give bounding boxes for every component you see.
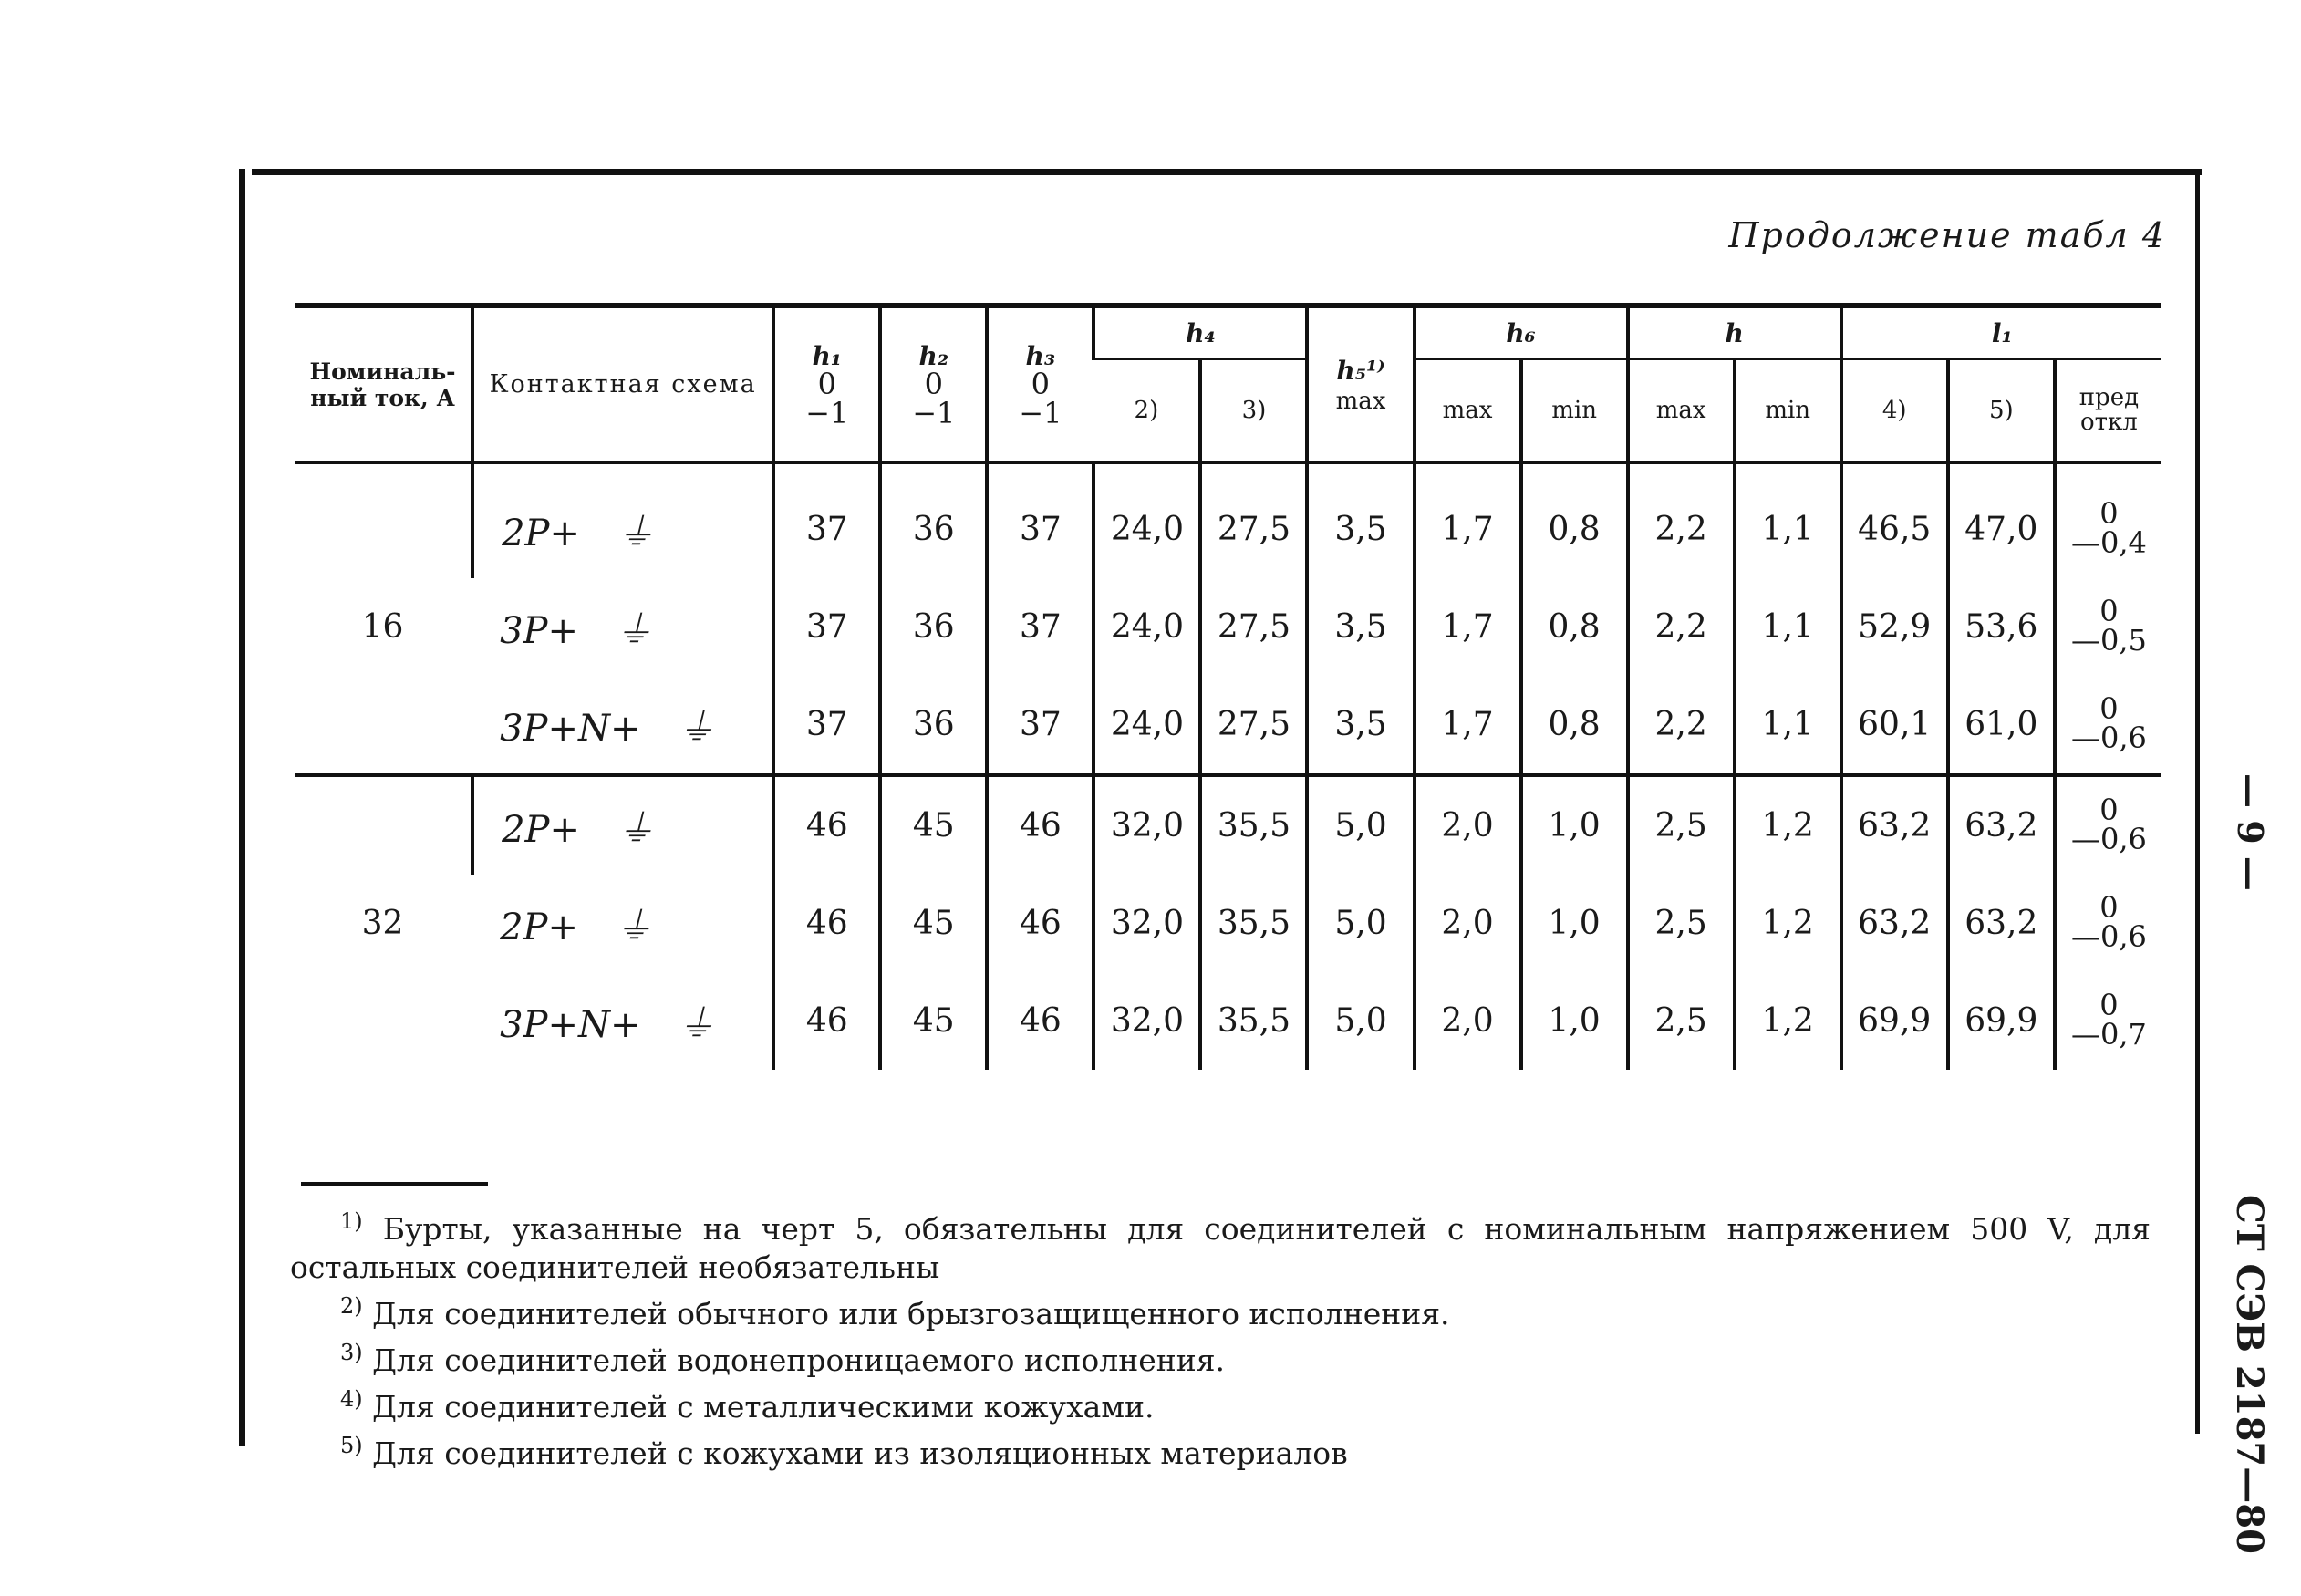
h6-max-cell: 2,0	[1415, 972, 1521, 1070]
h1-cell: 37	[773, 462, 880, 578]
footnote-2: $^{2)}$ Для соединителей обычного или брызгозащищенного исполнения.	[340, 1293, 1450, 1332]
header-l1-tolerance: пред откл	[2055, 359, 2161, 463]
header-l1-sub-5: 5)	[1948, 359, 2055, 463]
h2-cell: 36	[880, 578, 987, 676]
h-max-cell: 2,2	[1628, 462, 1735, 578]
h3-cell: 46	[987, 875, 1093, 972]
frame-right-line	[2195, 175, 2200, 1434]
ground-symbol-icon: ⏚	[614, 903, 653, 948]
h1-cell: 37	[773, 676, 880, 775]
l1-5-cell: 63,2	[1948, 875, 2055, 972]
h2-cell: 36	[880, 462, 987, 578]
contact-scheme-cell: 2P+ ⏚	[472, 875, 773, 972]
h5-cell: 5,0	[1307, 775, 1414, 875]
h5-cell: 5,0	[1307, 972, 1414, 1070]
h4-2-cell: 32,0	[1093, 775, 1200, 875]
h-max-cell: 2,5	[1628, 972, 1735, 1070]
h-max-cell: 2,5	[1628, 875, 1735, 972]
l1-4-cell: 46,5	[1841, 462, 1948, 578]
h-min-cell: 1,2	[1735, 972, 1841, 1070]
h4-3-cell: 27,5	[1200, 462, 1307, 578]
h3-cell: 37	[987, 676, 1093, 775]
l1-4-cell: 63,2	[1841, 875, 1948, 972]
ground-symbol-icon: ⏚	[677, 704, 716, 750]
h4-3-cell: 35,5	[1200, 775, 1307, 875]
l1-5-cell: 53,6	[1948, 578, 2055, 676]
header-h: h	[1628, 306, 1841, 359]
h-min-cell: 1,2	[1735, 875, 1841, 972]
header-l1-sub-4: 4)	[1841, 359, 1948, 463]
h4-3-cell: 27,5	[1200, 676, 1307, 775]
header-l1: l₁	[1841, 306, 2161, 359]
tolerance-cell: 0 —0,4	[2055, 462, 2161, 578]
h5-cell: 3,5	[1307, 676, 1414, 775]
l1-4-cell: 52,9	[1841, 578, 1948, 676]
header-h5: h₅¹⁾ max	[1307, 306, 1414, 462]
l1-5-cell: 69,9	[1948, 972, 2055, 1070]
h-max-cell: 2,5	[1628, 775, 1735, 875]
table-caption: Продолжение табл 4	[1728, 215, 2166, 255]
ground-symbol-icon: ⏚	[616, 509, 655, 554]
l1-5-cell: 63,2	[1948, 775, 2055, 875]
h2-cell: 45	[880, 972, 987, 1070]
h2-cell: 36	[880, 676, 987, 775]
header-h6: h₆	[1415, 306, 1628, 359]
table-row	[295, 775, 2161, 875]
h-min-cell: 1,1	[1735, 462, 1841, 578]
h1-cell: 46	[773, 875, 880, 972]
h3-cell: 46	[987, 775, 1093, 875]
frame-top-line	[252, 169, 2202, 175]
h6-max-cell: 2,0	[1415, 875, 1521, 972]
table-row	[295, 676, 2161, 775]
page-number: — 9 —	[2230, 773, 2271, 891]
table-row	[295, 462, 2161, 578]
h6-min-cell: 1,0	[1521, 775, 1628, 875]
ground-symbol-icon: ⏚	[614, 606, 653, 652]
h4-3-cell: 27,5	[1200, 578, 1307, 676]
nominal-current-cell: 32	[295, 775, 472, 1070]
h-max-cell: 2,2	[1628, 676, 1735, 775]
header-h4: h₄	[1093, 306, 1307, 359]
contact-scheme-cell: 3P+ ⏚	[472, 578, 773, 676]
dimensions-table	[295, 303, 2161, 1070]
l1-4-cell: 69,9	[1841, 972, 1948, 1070]
h-min-cell: 1,1	[1735, 676, 1841, 775]
h6-max-cell: 2,0	[1415, 775, 1521, 875]
tolerance-cell: 0 —0,7	[2055, 972, 2161, 1070]
header-h-max: max	[1628, 359, 1735, 463]
tolerance-cell: 0 —0,6	[2055, 775, 2161, 875]
contact-scheme-cell: 3P+N+ ⏚	[472, 972, 773, 1070]
nominal-current-cell: 16	[361, 608, 404, 646]
h4-2-cell: 32,0	[1093, 972, 1200, 1070]
h1-cell: 37	[773, 578, 880, 676]
l1-4-cell: 60,1	[1841, 676, 1948, 775]
l1-5-cell: 47,0	[1948, 462, 2055, 578]
h-max-cell: 2,2	[1628, 578, 1735, 676]
tolerance-cell: 0 —0,5	[2055, 578, 2161, 676]
contact-scheme-cell: 2P+ ⏚	[472, 775, 773, 875]
footnote-separator	[301, 1182, 488, 1186]
h4-2-cell: 24,0	[1093, 462, 1200, 578]
ground-symbol-icon: ⏚	[677, 1000, 716, 1046]
h6-max-cell: 1,7	[1415, 462, 1521, 578]
h2-cell: 45	[880, 875, 987, 972]
h5-cell: 3,5	[1307, 462, 1414, 578]
h3-cell: 37	[987, 462, 1093, 578]
table-row	[295, 578, 2161, 676]
h1-cell: 46	[773, 972, 880, 1070]
header-h1: h₁ 0 −1	[773, 306, 880, 462]
h3-cell: 46	[987, 972, 1093, 1070]
h2-cell: 45	[880, 775, 987, 875]
tolerance-cell: 0 —0,6	[2055, 676, 2161, 775]
header-h3: h₃ 0 −1	[987, 306, 1093, 462]
header-h2: h₂ 0 −1	[880, 306, 987, 462]
header-h4-sub-3: 3)	[1200, 359, 1307, 463]
contact-scheme-cell: 3P+N+ ⏚	[472, 676, 773, 775]
h3-cell: 37	[987, 578, 1093, 676]
header-nominal-current: Номиналь- ный ток, А	[309, 358, 456, 411]
h1-cell: 46	[773, 775, 880, 875]
h6-min-cell: 0,8	[1521, 462, 1628, 578]
header-h4-sub-2: 2)	[1134, 397, 1159, 424]
h6-min-cell: 1,0	[1521, 875, 1628, 972]
h4-3-cell: 35,5	[1200, 875, 1307, 972]
h5-cell: 5,0	[1307, 875, 1414, 972]
footnote-5: $^{5)}$ Для соединителей с кожухами из изоляционных материалов	[340, 1433, 1348, 1471]
l1-4-cell: 63,2	[1841, 775, 1948, 875]
footnote-1: $^{1)}$ Бурты, указанные на черт 5, обязательны для соединителей с номинальным напряжением 500 V, для остальных соединителей необязательны	[290, 1208, 2151, 1285]
h6-max-cell: 1,7	[1415, 676, 1521, 775]
h5-cell: 3,5	[1307, 578, 1414, 676]
h6-max-cell: 1,7	[1415, 578, 1521, 676]
h4-2-cell: 24,0	[1093, 578, 1200, 676]
contact-scheme-cell: 2P+ ⏚	[472, 462, 773, 578]
h6-min-cell: 1,0	[1521, 972, 1628, 1070]
standard-designation: СТ СЭВ 2187—80	[2228, 1195, 2271, 1554]
header-h6-max: max	[1415, 359, 1521, 463]
h4-3-cell: 35,5	[1200, 972, 1307, 1070]
footnote-4: $^{4)}$ Для соединителей с металлическими кожухами.	[340, 1386, 1155, 1425]
table-row	[295, 972, 2161, 1070]
l1-5-cell: 61,0	[1948, 676, 2055, 775]
h-min-cell: 1,1	[1735, 578, 1841, 676]
h6-min-cell: 0,8	[1521, 578, 1628, 676]
h4-2-cell: 24,0	[1093, 676, 1200, 775]
h6-min-cell: 0,8	[1521, 676, 1628, 775]
footnote-3: $^{3)}$ Для соединителей водонепроницаемого исполнения.	[340, 1340, 1226, 1378]
table-row	[295, 875, 2161, 972]
ground-symbol-icon: ⏚	[616, 805, 655, 851]
footnotes	[290, 1202, 2151, 1473]
tolerance-cell: 0 —0,6	[2055, 875, 2161, 972]
header-contact-scheme: Контактная схема	[472, 306, 773, 462]
frame-left-line	[239, 169, 245, 1446]
h-min-cell: 1,2	[1735, 775, 1841, 875]
h4-2-cell: 32,0	[1093, 875, 1200, 972]
header-h-min: min	[1735, 359, 1841, 463]
header-h6-min: min	[1521, 359, 1628, 463]
